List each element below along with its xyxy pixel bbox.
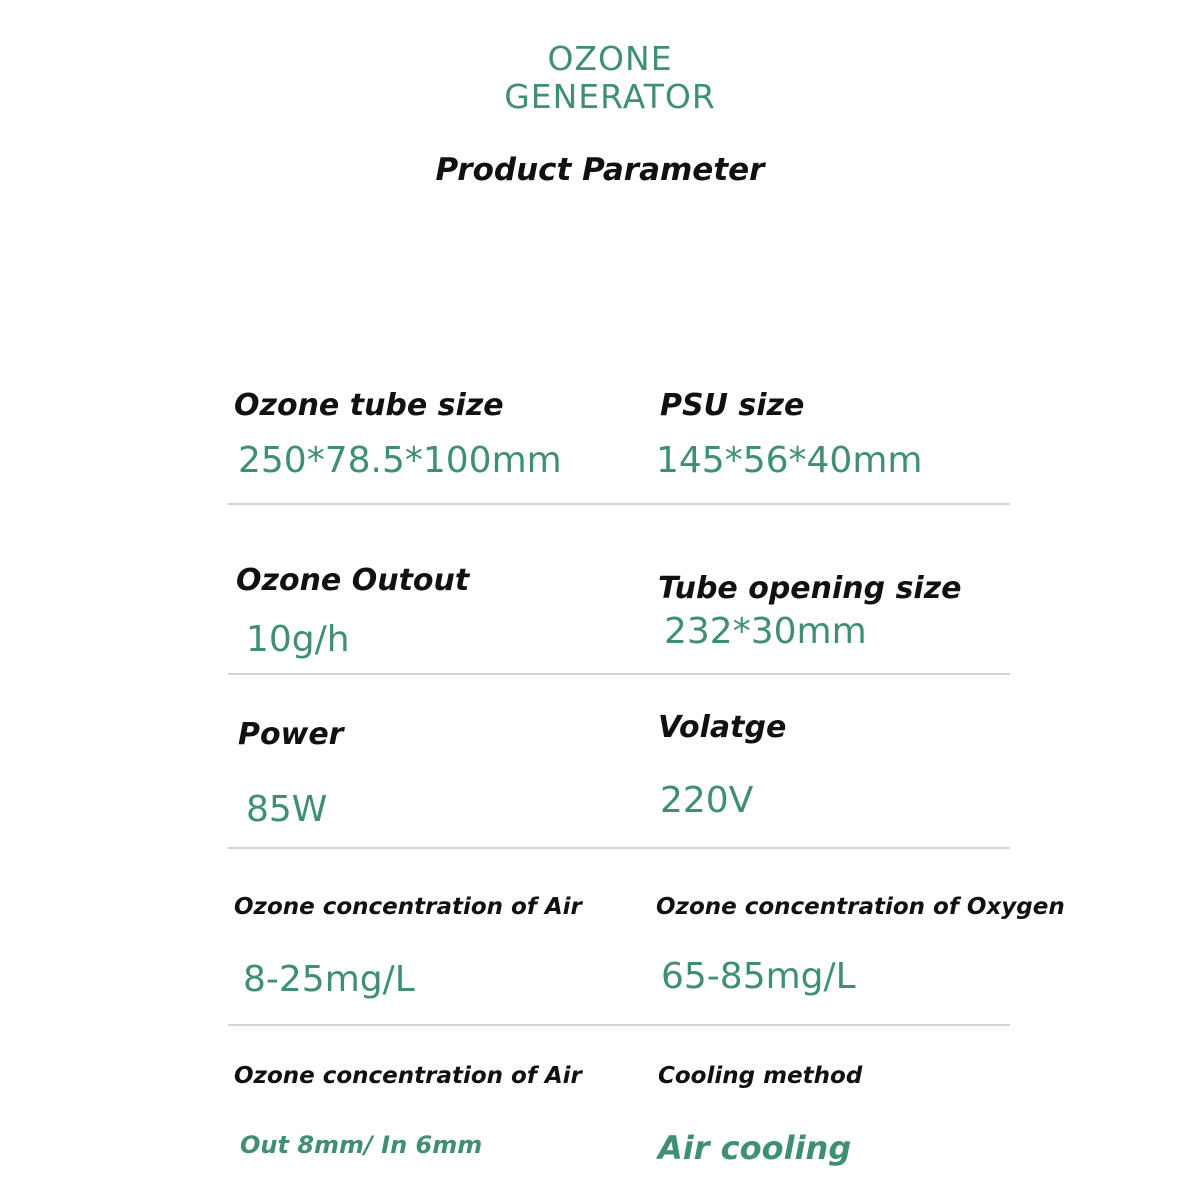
param-label-cooling-method: Cooling method: [658, 1063, 863, 1089]
param-label-voltage: Volatge: [658, 710, 787, 745]
param-label-ozone-output: Ozone Outout: [236, 563, 470, 598]
param-value-power: 85W: [246, 789, 328, 830]
page-title: Product Parameter: [435, 152, 765, 188]
row-divider: [228, 503, 1010, 505]
row-divider: [228, 847, 1010, 849]
param-label-psu-size: PSU size: [660, 388, 805, 423]
param-label-ozone-tube-size: Ozone tube size: [234, 388, 504, 423]
param-value-ozone-tube-size: 250*78.5*100mm: [238, 440, 562, 481]
param-value-ozone-concentration-air: 8-25mg/L: [243, 959, 415, 1000]
param-value-psu-size: 145*56*40mm: [656, 440, 923, 481]
param-value-ozone-output: 10g/h: [246, 619, 350, 660]
param-label-tube-opening-size: Tube opening size: [658, 571, 962, 606]
param-value-pipe-size: Out 8mm/ In 6mm: [240, 1131, 483, 1159]
param-label-power: Power: [238, 717, 344, 752]
brand-line-generator: GENERATOR: [504, 77, 716, 116]
param-value-tube-opening-size: 232*30mm: [664, 611, 867, 652]
brand-line-ozone: OZONE: [547, 39, 673, 78]
row-divider: [228, 1024, 1010, 1026]
param-label-ozone-concentration-air-2: Ozone concentration of Air: [234, 1063, 582, 1089]
param-value-ozone-concentration-oxygen: 65-85mg/L: [661, 956, 856, 997]
param-label-ozone-concentration-oxygen: Ozone concentration of Oxygen: [656, 894, 1065, 920]
param-value-cooling-method: Air cooling: [658, 1129, 852, 1167]
param-label-ozone-concentration-air: Ozone concentration of Air: [234, 894, 582, 920]
row-divider: [228, 673, 1010, 675]
param-value-voltage: 220V: [660, 780, 754, 821]
